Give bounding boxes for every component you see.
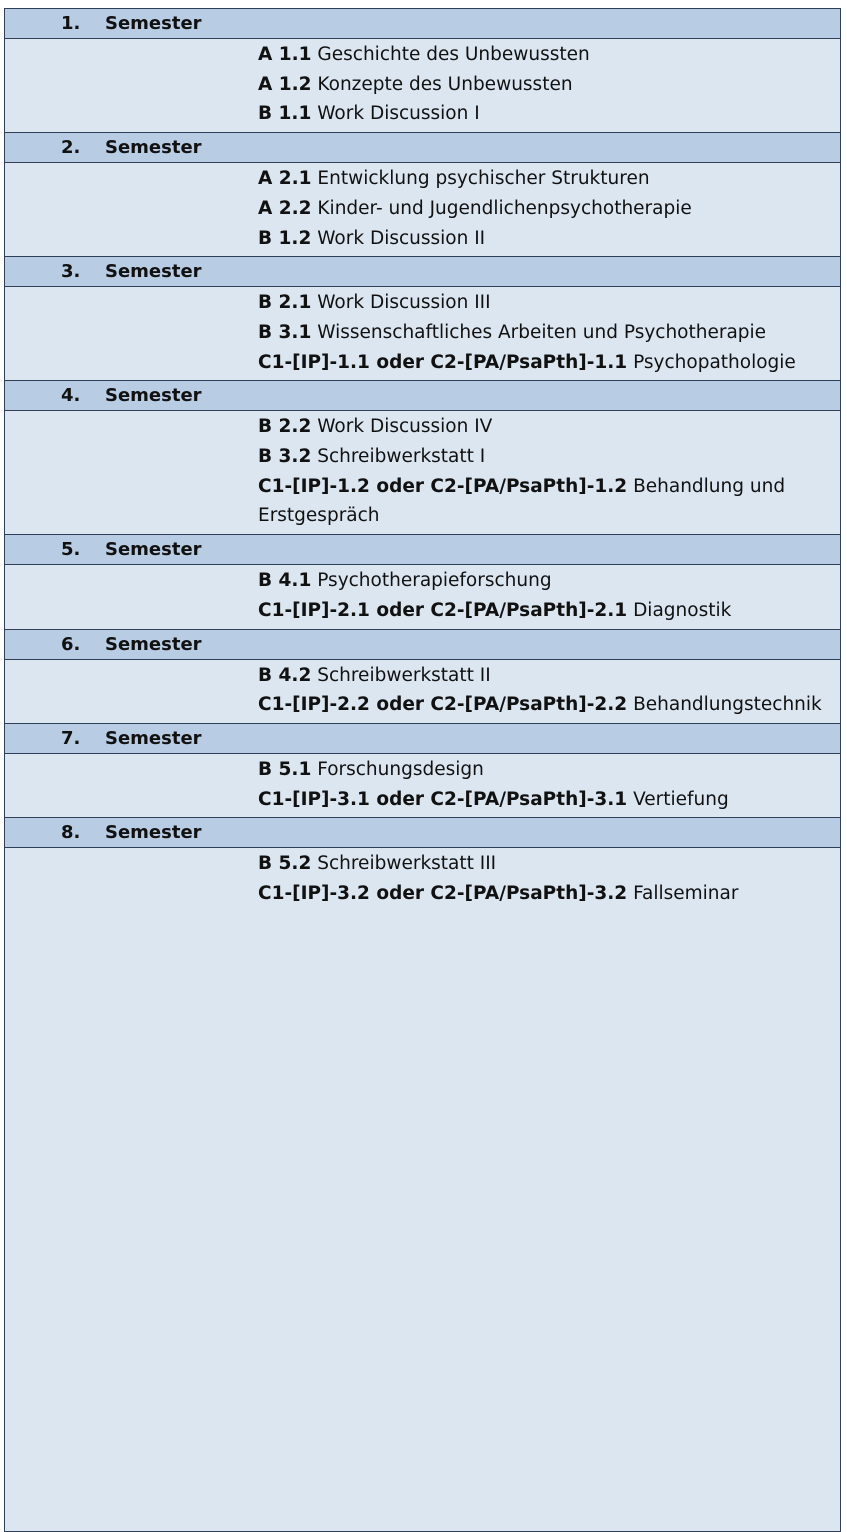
semester-header-row: [5, 818, 840, 848]
semester-header-row: [5, 9, 840, 39]
module-title: Diagnostik: [633, 599, 732, 621]
semester-schedule-table: [4, 8, 841, 1532]
module-title: Vertiefung: [633, 788, 729, 810]
module-item: [258, 879, 840, 909]
module-title: Schreibwerkstatt I: [317, 446, 486, 468]
module-code: B 4.1: [258, 570, 312, 592]
semester-modules: [5, 39, 840, 133]
semester-label: Semester: [105, 727, 202, 749]
semester-number: 5.: [61, 539, 81, 561]
semester-number: 1.: [61, 13, 81, 34]
module-code: C1-[IP]-2.2 oder C2-[PA/PsaPth]-2.2: [258, 694, 628, 716]
module-title: Geschichte des Unbewussten: [317, 44, 590, 65]
semester-modules: [5, 848, 840, 1530]
semester-label: Semester: [105, 822, 202, 844]
semester-number: 6.: [61, 633, 81, 655]
module-item: [258, 755, 840, 785]
module-title: Entwicklung psychischer Strukturen: [317, 168, 650, 190]
module-item: [258, 164, 840, 194]
module-item: [258, 596, 840, 626]
module-code: B 3.2: [258, 446, 312, 468]
module-title: Behandlung und Erstgespräch: [258, 475, 786, 527]
semester-header-row: [5, 133, 840, 163]
module-item: [258, 472, 840, 531]
semester-number: 4.: [61, 385, 81, 407]
module-code: C1-[IP]-1.2 oder C2-[PA/PsaPth]-1.2: [258, 475, 628, 497]
module-title: Work Discussion II: [317, 227, 486, 249]
module-code: B 4.2: [258, 664, 312, 686]
module-code: A 1.2: [258, 73, 312, 95]
semester-header-row: [5, 257, 840, 287]
semester-label: Semester: [105, 385, 202, 407]
module-code: B 1.1: [258, 103, 312, 125]
module-code: C1-[IP]-1.1 oder C2-[PA/PsaPth]-1.1: [258, 351, 628, 373]
module-code: B 5.1: [258, 758, 312, 780]
semester-label: Semester: [105, 539, 202, 561]
semester-label: Semester: [105, 261, 202, 283]
semester-label: Semester: [105, 137, 202, 159]
module-code: B 2.2: [258, 416, 312, 438]
semester-header-row: [5, 630, 840, 660]
semester-number: 7.: [61, 727, 81, 749]
module-title: Konzepte des Unbewussten: [317, 73, 573, 95]
module-item: [258, 70, 840, 100]
semester-number: 3.: [61, 261, 81, 283]
module-item: [258, 785, 840, 815]
module-title: Wissenschaftliches Arbeiten und Psychotherapie: [317, 321, 767, 343]
module-code: C1-[IP]-2.1 oder C2-[PA/PsaPth]-2.1: [258, 599, 628, 621]
module-title: Forschungsdesign: [317, 758, 484, 780]
module-title: Work Discussion IV: [317, 416, 493, 438]
module-item: [258, 40, 840, 70]
module-title: Behandlungstechnik: [633, 694, 822, 716]
semester-modules: [5, 163, 840, 257]
semester-modules: [5, 411, 840, 535]
semester-label: Semester: [105, 633, 202, 655]
module-item: [258, 288, 840, 318]
module-item: [258, 99, 840, 129]
semester-modules: [5, 565, 840, 629]
module-code: A 1.1: [258, 44, 312, 65]
module-code: B 2.1: [258, 292, 312, 314]
module-code: B 1.2: [258, 227, 312, 249]
semester-modules: [5, 287, 840, 381]
semester-header-row: [5, 724, 840, 754]
semester-modules: [5, 754, 840, 818]
module-item: [258, 690, 840, 720]
module-title: Fallseminar: [633, 883, 739, 905]
module-code: A 2.2: [258, 197, 312, 219]
module-title: Psychopathologie: [633, 351, 796, 373]
module-item: [258, 661, 840, 691]
module-title: Kinder- und Jugendlichenpsychotherapie: [317, 197, 692, 219]
module-title: Schreibwerkstatt II: [317, 664, 491, 686]
module-item: [258, 224, 840, 254]
semester-label: Semester: [105, 13, 202, 34]
module-item: [258, 318, 840, 348]
module-title: Work Discussion I: [317, 103, 480, 125]
semester-number: 8.: [61, 822, 81, 844]
module-item: [258, 442, 840, 472]
semester-header-row: [5, 535, 840, 565]
module-item: [258, 566, 840, 596]
module-code: B 5.2: [258, 853, 312, 875]
module-code: B 3.1: [258, 321, 312, 343]
module-title: Schreibwerkstatt III: [317, 853, 497, 875]
module-title: Psychotherapieforschung: [317, 570, 552, 592]
module-title: Work Discussion III: [317, 292, 491, 314]
semester-modules: [5, 660, 840, 724]
module-code: C1-[IP]-3.1 oder C2-[PA/PsaPth]-3.1: [258, 788, 628, 810]
semester-header-row: [5, 381, 840, 411]
module-code: A 2.1: [258, 168, 312, 190]
module-code: C1-[IP]-3.2 oder C2-[PA/PsaPth]-3.2: [258, 883, 628, 905]
module-item: [258, 348, 840, 378]
module-item: [258, 194, 840, 224]
module-item: [258, 849, 840, 879]
semester-number: 2.: [61, 137, 81, 159]
module-item: [258, 412, 840, 442]
